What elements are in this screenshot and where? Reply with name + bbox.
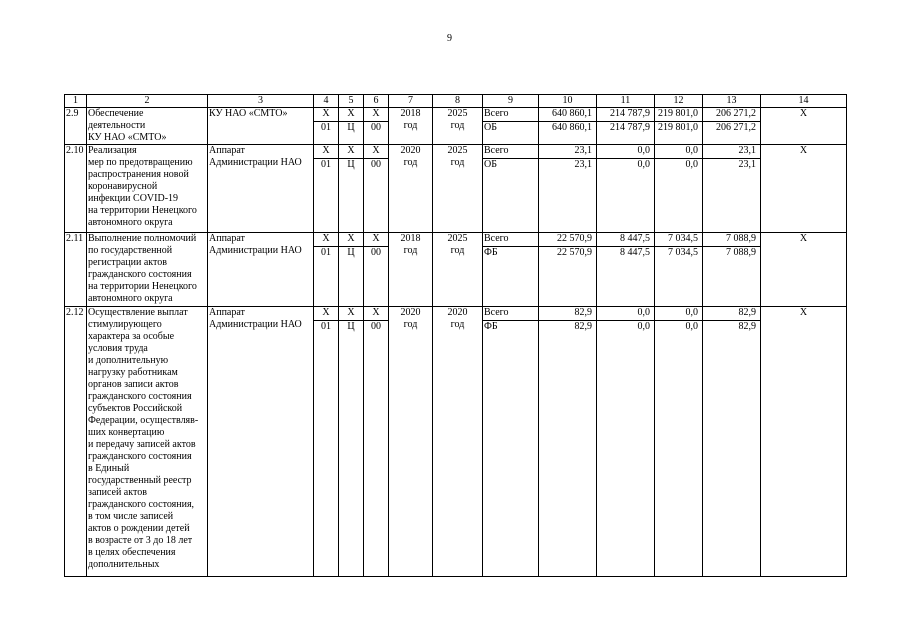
code-cell: Х [314, 307, 339, 321]
value-year1: 8 447,5 [597, 233, 655, 247]
code-cell: 00 [364, 159, 389, 233]
code-cell: Х [364, 233, 389, 247]
code-cell: Х [339, 145, 364, 159]
executor: Аппарат Администрации НАО [208, 307, 314, 577]
executor: Аппарат Администрации НАО [208, 145, 314, 233]
col-header: 7 [389, 95, 433, 108]
code-cell: Ц [339, 159, 364, 233]
code-cell: Ц [339, 122, 364, 145]
code-cell: Х [339, 307, 364, 321]
value-year3: 82,9 [703, 321, 761, 577]
executor: Аппарат Администрации НАО [208, 233, 314, 307]
code-cell: Х [314, 233, 339, 247]
col-header: 13 [703, 95, 761, 108]
start-year: 2020 год [389, 145, 433, 233]
value-total: 22 570,9 [539, 233, 597, 247]
column-14: Х [761, 307, 847, 577]
funding-source: ФБ [483, 247, 539, 307]
value-year2: 0,0 [655, 145, 703, 159]
value-year2: 219 801,0 [655, 108, 703, 122]
col-header: 3 [208, 95, 314, 108]
code-cell: 00 [364, 321, 389, 577]
value-year1: 214 787,9 [597, 122, 655, 145]
col-header: 8 [433, 95, 483, 108]
item-number: 2.10 [65, 145, 87, 233]
page-number: 9 [447, 33, 452, 44]
value-total: 23,1 [539, 159, 597, 233]
code-cell: 01 [314, 247, 339, 307]
value-year3: 7 088,9 [703, 247, 761, 307]
table-row [65, 307, 847, 321]
table-row [65, 108, 847, 122]
funding-source: Всего [483, 145, 539, 159]
item-number: 2.11 [65, 233, 87, 307]
code-cell: Х [314, 108, 339, 122]
value-year3: 7 088,9 [703, 233, 761, 247]
item-name: Обеспечение деятельности КУ НАО «СМТО» [87, 108, 208, 145]
code-cell: Х [339, 233, 364, 247]
header-row [65, 95, 847, 108]
code-cell: 01 [314, 122, 339, 145]
value-year2: 0,0 [655, 159, 703, 233]
start-year: 2018 год [389, 233, 433, 307]
value-year2: 0,0 [655, 321, 703, 577]
value-year1: 0,0 [597, 145, 655, 159]
col-header: 4 [314, 95, 339, 108]
end-year: 2025 год [433, 108, 483, 145]
value-year2: 0,0 [655, 307, 703, 321]
item-number: 2.12 [65, 307, 87, 577]
col-header: 5 [339, 95, 364, 108]
column-14: Х [761, 145, 847, 233]
value-year3: 206 271,2 [703, 108, 761, 122]
code-cell: 00 [364, 247, 389, 307]
value-year2: 7 034,5 [655, 247, 703, 307]
code-cell: 01 [314, 321, 339, 577]
code-cell: 01 [314, 159, 339, 233]
value-year3: 23,1 [703, 159, 761, 233]
value-year1: 214 787,9 [597, 108, 655, 122]
value-year1: 0,0 [597, 321, 655, 577]
col-header: 10 [539, 95, 597, 108]
funding-source: ОБ [483, 122, 539, 145]
col-header: 6 [364, 95, 389, 108]
end-year: 2020 год [433, 307, 483, 577]
column-14: Х [761, 233, 847, 307]
code-cell: Х [314, 145, 339, 159]
value-total: 22 570,9 [539, 247, 597, 307]
code-cell: 00 [364, 122, 389, 145]
code-cell: Х [364, 108, 389, 122]
value-year3: 206 271,2 [703, 122, 761, 145]
value-year2: 7 034,5 [655, 233, 703, 247]
table-row [65, 233, 847, 247]
value-total: 23,1 [539, 145, 597, 159]
table-row [65, 145, 847, 159]
funding-source: Всего [483, 307, 539, 321]
value-total: 82,9 [539, 307, 597, 321]
value-year1: 0,0 [597, 159, 655, 233]
end-year: 2025 год [433, 145, 483, 233]
column-14: Х [761, 108, 847, 145]
program-table [64, 94, 847, 577]
code-cell: Ц [339, 247, 364, 307]
funding-source: Всего [483, 233, 539, 247]
executor: КУ НАО «СМТО» [208, 108, 314, 145]
code-cell: Х [339, 108, 364, 122]
funding-source: Всего [483, 108, 539, 122]
code-cell: Х [364, 307, 389, 321]
value-year3: 82,9 [703, 307, 761, 321]
col-header: 2 [87, 95, 208, 108]
start-year: 2018 год [389, 108, 433, 145]
end-year: 2025 год [433, 233, 483, 307]
col-header: 14 [761, 95, 847, 108]
item-number: 2.9 [65, 108, 87, 145]
item-name: Осуществление выплат стимулирующего характера за особые условия труда и дополнительную нагрузку работникам органов записи актов гражданского состояния субъектов Российской Федерации, осуществляв- ших конвертацию и передачу записей актов гражданского состояния в Единый государственный реестр записей актов гражданского состояния, в том числе записей актов о рождении детей в возрасте от 3 до 18 лет в целях обеспечения дополнительных [87, 307, 208, 577]
code-cell: Ц [339, 321, 364, 577]
value-total: 640 860,1 [539, 122, 597, 145]
start-year: 2020 год [389, 307, 433, 577]
value-total: 82,9 [539, 321, 597, 577]
col-header: 1 [65, 95, 87, 108]
funding-source: ФБ [483, 321, 539, 577]
value-year2: 219 801,0 [655, 122, 703, 145]
value-year3: 23,1 [703, 145, 761, 159]
value-total: 640 860,1 [539, 108, 597, 122]
item-name: Реализация мер по предотвращению распространения новой коронавирусной инфекции COVID-19 на территории Ненецкого автономного округа [87, 145, 208, 233]
value-year1: 8 447,5 [597, 247, 655, 307]
funding-source: ОБ [483, 159, 539, 233]
value-year1: 0,0 [597, 307, 655, 321]
item-name: Выполнение полномочий по государственной регистрации актов гражданского состояния на территории Ненецкого автономного округа [87, 233, 208, 307]
code-cell: Х [364, 145, 389, 159]
col-header: 11 [597, 95, 655, 108]
col-header: 9 [483, 95, 539, 108]
col-header: 12 [655, 95, 703, 108]
